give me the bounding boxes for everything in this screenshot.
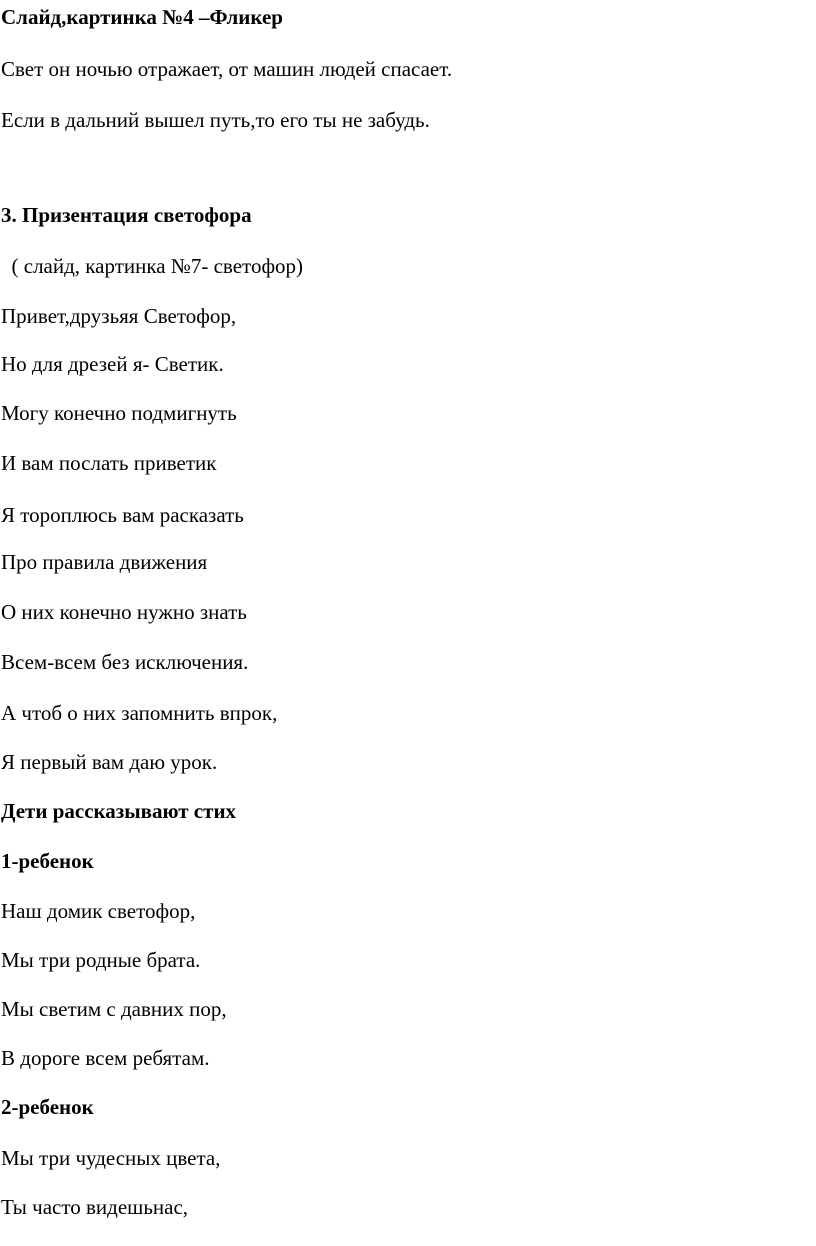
child-1-line: Мы три родные брата. xyxy=(1,948,201,972)
poem-line: А чтоб о них запомнить впрок, xyxy=(1,701,278,725)
poem-line: Про правила движения xyxy=(1,550,208,574)
child-2-line: Ты часто видешьнас, xyxy=(1,1195,189,1219)
slide7-note: ( слайд, картинка №7- светофор) xyxy=(1,254,304,278)
poem-line: О них конечно нужно знать xyxy=(1,600,247,624)
poem-line: Я первый вам даю урок. xyxy=(1,750,218,774)
riddle-line-1: Свет он ночью отражает, от машин людей спасает. xyxy=(1,57,453,81)
poem-line: Могу конечно подмигнуть xyxy=(1,401,237,425)
child-1-heading: 1-ребенок xyxy=(1,849,94,873)
poem-line: Всем-всем без исключения. xyxy=(1,650,249,674)
child-1-line: Наш домик светофор, xyxy=(1,899,196,923)
poem-line: Привет,друзьяя Светофор, xyxy=(1,304,237,328)
section-3-heading: 3. Призентация светофора xyxy=(1,203,252,227)
child-1-line: В дороге всем ребятам. xyxy=(1,1046,210,1070)
poem-line: Но для дрезей я- Светик. xyxy=(1,352,224,376)
child-1-line: Мы светим с давних пор, xyxy=(1,997,227,1021)
slide4-heading: Слайд,картинка №4 –Фликер xyxy=(1,5,283,29)
riddle-line-2: Если в дальний вышел путь,то его ты не забудь. xyxy=(1,108,430,132)
child-2-heading: 2-ребенок xyxy=(1,1095,94,1119)
children-recite-heading: Дети рассказывают стих xyxy=(1,799,237,823)
poem-line: И вам послать приветик xyxy=(1,451,217,475)
child-2-line: Мы три чудесных цвета, xyxy=(1,1146,221,1170)
poem-line: Я тороплюсь вам расказать xyxy=(1,503,244,527)
